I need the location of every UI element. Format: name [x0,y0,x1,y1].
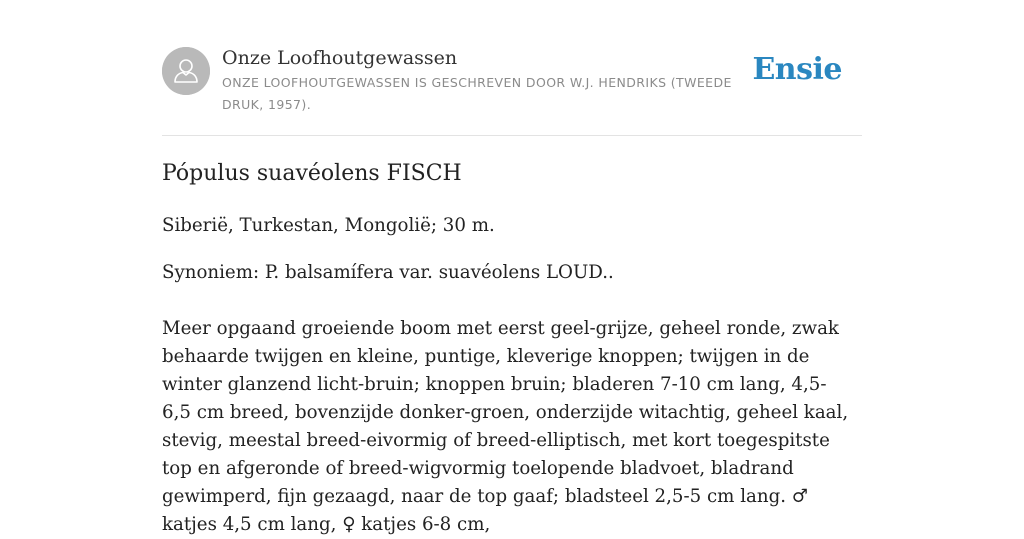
entry-title: Pópulus suavéolens FISCH [162,161,462,186]
entry-synonym: Synoniem: P. balsamífera var. suavéolens LOUD.. [162,262,614,283]
entry-article [162,158,862,535]
user-silhouette-icon[interactable] [162,47,210,95]
book-header [162,46,862,116]
book-title[interactable]: Onze Loofhoutgewassen [222,47,458,69]
ensie-logo[interactable]: Ensie [752,52,842,87]
header-divider [162,135,862,136]
entry-description: Meer opgaand groeiende boom met eerst geel-grijze, geheel ronde, zwak behaarde twijgen en kleine, puntige, kleverige knoppen; twijgen in de winter glanzend licht-bruin; knoppen bruin; bladeren 7-10 cm lang, 4,5-6,5 cm breed, bovenzijde donker-groen, onderzijde witachtig, geheel kaal, stevig, meestal breed-eivormig of breed-elliptisch, met kort toegespitste top en afgeronde of breed-wigvormig toelopende bladvoet, bladrand gewimperd, fijn gezaagd, naar de top gaaf; bladsteel 2,5-5 cm lang. ♂ katjes 4,5 cm lang, ♀ katjes 6-8 cm, [162,318,849,535]
entry-locality: Siberië, Turkestan, Mongolië; 30 m. [162,215,495,236]
book-description: ONZE LOOFHOUTGEWASSEN IS GESCHREVEN DOOR W.J. HENDRIKS (TWEEDE DRUK, 1957). [222,75,732,112]
